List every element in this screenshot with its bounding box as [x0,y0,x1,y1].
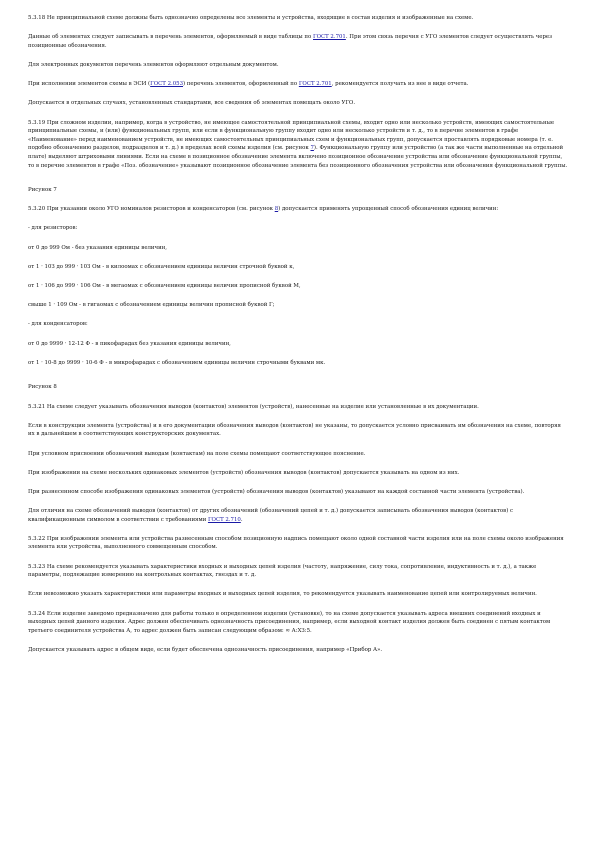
paragraph-gap [28,367,568,383]
reference-link[interactable]: 7 [310,145,314,152]
paragraph-text: Допускается указывать адрес в общем виде, если будет обеспечена однозначность присоединения, например «Прибор А». [28,647,383,653]
paragraph-text: . [240,516,243,523]
reference-link[interactable]: ГОСТ 2.053 [150,81,184,88]
paragraph [28,646,568,655]
paragraph [28,422,568,439]
paragraph-gap [28,170,568,186]
paragraph-gap [28,214,568,225]
paragraph-text: При условном присвоении обозначений выводам (контактам) на поле схемы помещают соответствующее пояснение. [28,450,366,457]
reference-link[interactable]: 8 [274,206,279,213]
paragraph-text: При разнесенном способе изображения одинаковых элементов (устройств) обозначения выводов (контактов) указывают на каждой составной части элемента (устройства). [28,488,525,495]
paragraph-text: Если в конструкции элемента (устройства) и в его документации обозначения выводов (контактов) не указаны, то допускается условно присваивать им обозначения на схеме, повторяя их в дальнейшем в соответствующих конструкторских документах. [28,422,561,438]
paragraph-gap [28,458,568,469]
paragraph-gap [28,23,568,34]
paragraph-gap [28,477,568,488]
paragraph [28,205,568,214]
paragraph-text: от 1 · 10З до 999 · 10З Ом - в килоомах с обозначением единицы величин строчной буквой к, [28,263,295,270]
paragraph [28,61,568,70]
paragraph-gap [28,580,568,591]
paragraph-text: Рисунок 7 [28,187,57,194]
paragraph-gap [28,392,568,403]
paragraph [28,450,568,459]
paragraph-gap [28,329,568,340]
paragraph-gap [28,348,568,359]
paragraph-text: свыше 1 · 109 Ом - в гигаомах с обозначением единицы величин прописной буквой Г; [28,302,275,309]
paragraph [28,359,568,368]
paragraph-text: 5.3.24 Если изделие заведомо предназначено для работы только в определенном изделии (установке), то на схеме допускается указывать адреса внешних соединений входных и выходных цепей данного изделия. Адрес должен обеспечивать однозначность присоединения, например, если выходной контакт изделия должен быть соединен с пятым контактом третьего соединителя устройства А, то адрес должен быть записан следующим образом: ≈ А:ХЗ:5. [28,610,551,634]
paragraph-text: - для резисторов: [28,225,78,232]
paragraph-gap [28,252,568,263]
paragraph-gap [28,439,568,450]
paragraph [28,403,568,412]
paragraph-text: 5.3.21 На схеме следует указывать обозначения выводов (контактов) элементов (устройств), нанесенные на изделие или установленные в их документации. [28,403,479,410]
paragraph-text: Рисунок 8 [28,384,57,391]
paragraph [28,119,568,171]
paragraph [28,301,568,310]
paragraph-text: от 0 до 999 Ом - без указания единицы величин, [28,244,167,251]
paragraph-text: ) перечень элементов, оформленный по [183,81,299,88]
paragraph [28,535,568,552]
paragraph [28,383,568,392]
paragraph-text: 5.3.23 На схеме рекомендуется указывать характеристики входных и выходных цепей изделия (частоту, напряжение, силу тока, сопротивление, индуктивность и т. д.), а также параметры, подлежащие измерению на контрольных контактах, гнездах и т. д. [28,563,537,579]
reference-link[interactable]: ГОСТ 2.701 [313,34,346,41]
paragraph-text: При изображении на схеме нескольких одинаковых элементов (устройств) обозначения выводов (контактов) допускается указывать на одном из них. [28,469,460,476]
paragraph-text: Допускается в отдельных случаях, установленных стандартами, все сведения об элементах помещать около УГО. [28,100,356,107]
paragraph-gap [28,599,568,610]
paragraph-gap [28,497,568,508]
paragraph-text: Для электронных документов перечень элементов оформляют отдельным документом. [28,61,279,68]
paragraph-text: ). Функциональную группу или устройство (а так же части выполненные на отдельной плате) выделяют штриховыми линиями. Если на схеме в позиционное обозначение элемента включено позиционное обозначение устройства или обозначение функциональной группы, то в перечне элементов в графе «Поз. обозначение» указывают позиционное обозначение элемента без позиционного обозначения устройства или обозначения функциональной группы. [28,145,568,169]
paragraph [28,340,568,349]
paragraph-text: . При этом связь перечня с УГО элементов следует осуществлять через позиционные обозначения. [28,34,553,49]
paragraph [28,320,568,329]
paragraph-text: от 0 до 9999 · 12-12 Ф - в пикофарадах без указания единицы величин, [28,340,231,347]
paragraph [28,263,568,272]
paragraph-text: 5.3.19 При сложном изделии, например, когда в устройство, не имеющее самостоятельной принципиальной схемы, входит одно или несколько устройств, имеющих самостоятельные принципиальные схемы, и (или) функциональных групп, или если в функциональную группу входит одно или несколько устройств и т. д., то в перечне элементов в графе «Наименование» перед наименованием устройств, не имеющих самостоятельных принципиальных схем и функциональных групп, допускается проставлять порядковые номера (т. е. подобно обозначению разделов, подразделов и т. д.) в пределах всей схемы изделия (см. рисунок [28,119,555,152]
paragraph-gap [28,233,568,244]
paragraph-gap [28,524,568,535]
paragraph [28,14,568,23]
paragraph-gap [28,271,568,282]
paragraph [28,282,568,291]
paragraph-text: 5.3.22 При изображении элемента или устройства разнесенным способом позиционную надпись помещают около одной составной части изделия или на поле схемы около изображения элемента или устройства, выполненного совмещенным способом. [28,535,564,551]
paragraph-gap [28,291,568,302]
paragraph [28,563,568,580]
paragraph-text: При исполнении элементов схемы в ЭСИ ( [28,81,151,88]
paragraph-gap [28,108,568,119]
reference-link[interactable]: ГОСТ 2.710 [207,516,241,523]
paragraph [28,590,568,599]
paragraph-gap [28,50,568,61]
paragraph-text: Если невозможно указать характеристики или параметры входных и выходных цепей изделия, то рекомендуется указывать наименование цепей или контролируемых величин. [28,591,537,598]
paragraph [28,469,568,478]
paragraph [28,224,568,233]
paragraph-text: от 1 · 10-8 до 9999 · 10-6 Ф - в микрофарадах с обозначением единицы величин строчными буквами мк. [28,359,326,366]
paragraph-gap [28,411,568,422]
paragraph [28,244,568,253]
paragraph-gap [28,89,568,100]
paragraph-text: - для конденсаторов: [28,321,88,328]
paragraph-text: , рекомендуется получать из нее в виде отчета. [331,81,469,88]
paragraph-gap [28,70,568,81]
paragraph-gap [28,195,568,206]
paragraph-gap [28,635,568,646]
paragraph [28,186,568,195]
paragraph [28,33,568,50]
paragraph-text: ) допускается применять упрощенный способ обозначения единиц величин: [278,206,499,213]
document-page [28,14,568,655]
reference-link[interactable]: ГОСТ 2.701 [298,81,332,88]
paragraph-text: 5.3.18 Не принципиальной схеме должны быть однозначно определены все элементы и устройства, входящие в состав изделия и изображенные на схеме. [28,15,474,21]
paragraph [28,507,568,524]
paragraph [28,610,568,636]
paragraph [28,99,568,108]
paragraph [28,488,568,497]
paragraph-text: 5.3.20 При указании около УГО номиналов резисторов и конденсаторов (см. рисунок [28,206,275,213]
paragraph-text: Данные об элементах следует записывать в перечень элементов, оформляемый в виде таблицы по [28,34,313,41]
paragraph-text: от 1 · 106 до 999 · 106 Ом - в мегаомах с обозначением единицы величин прописной буквой М, [28,283,301,290]
paragraph-gap [28,552,568,563]
paragraph-gap [28,310,568,321]
paragraph-text: Для отличия на схеме обозначений выводов (контактов) от других обозначений (обозначений цепей и т. д.) допускается записывать обозначения выводов (контактов) с квалификационным символом в соответствии с требованиями [28,508,514,523]
paragraph [28,80,568,89]
